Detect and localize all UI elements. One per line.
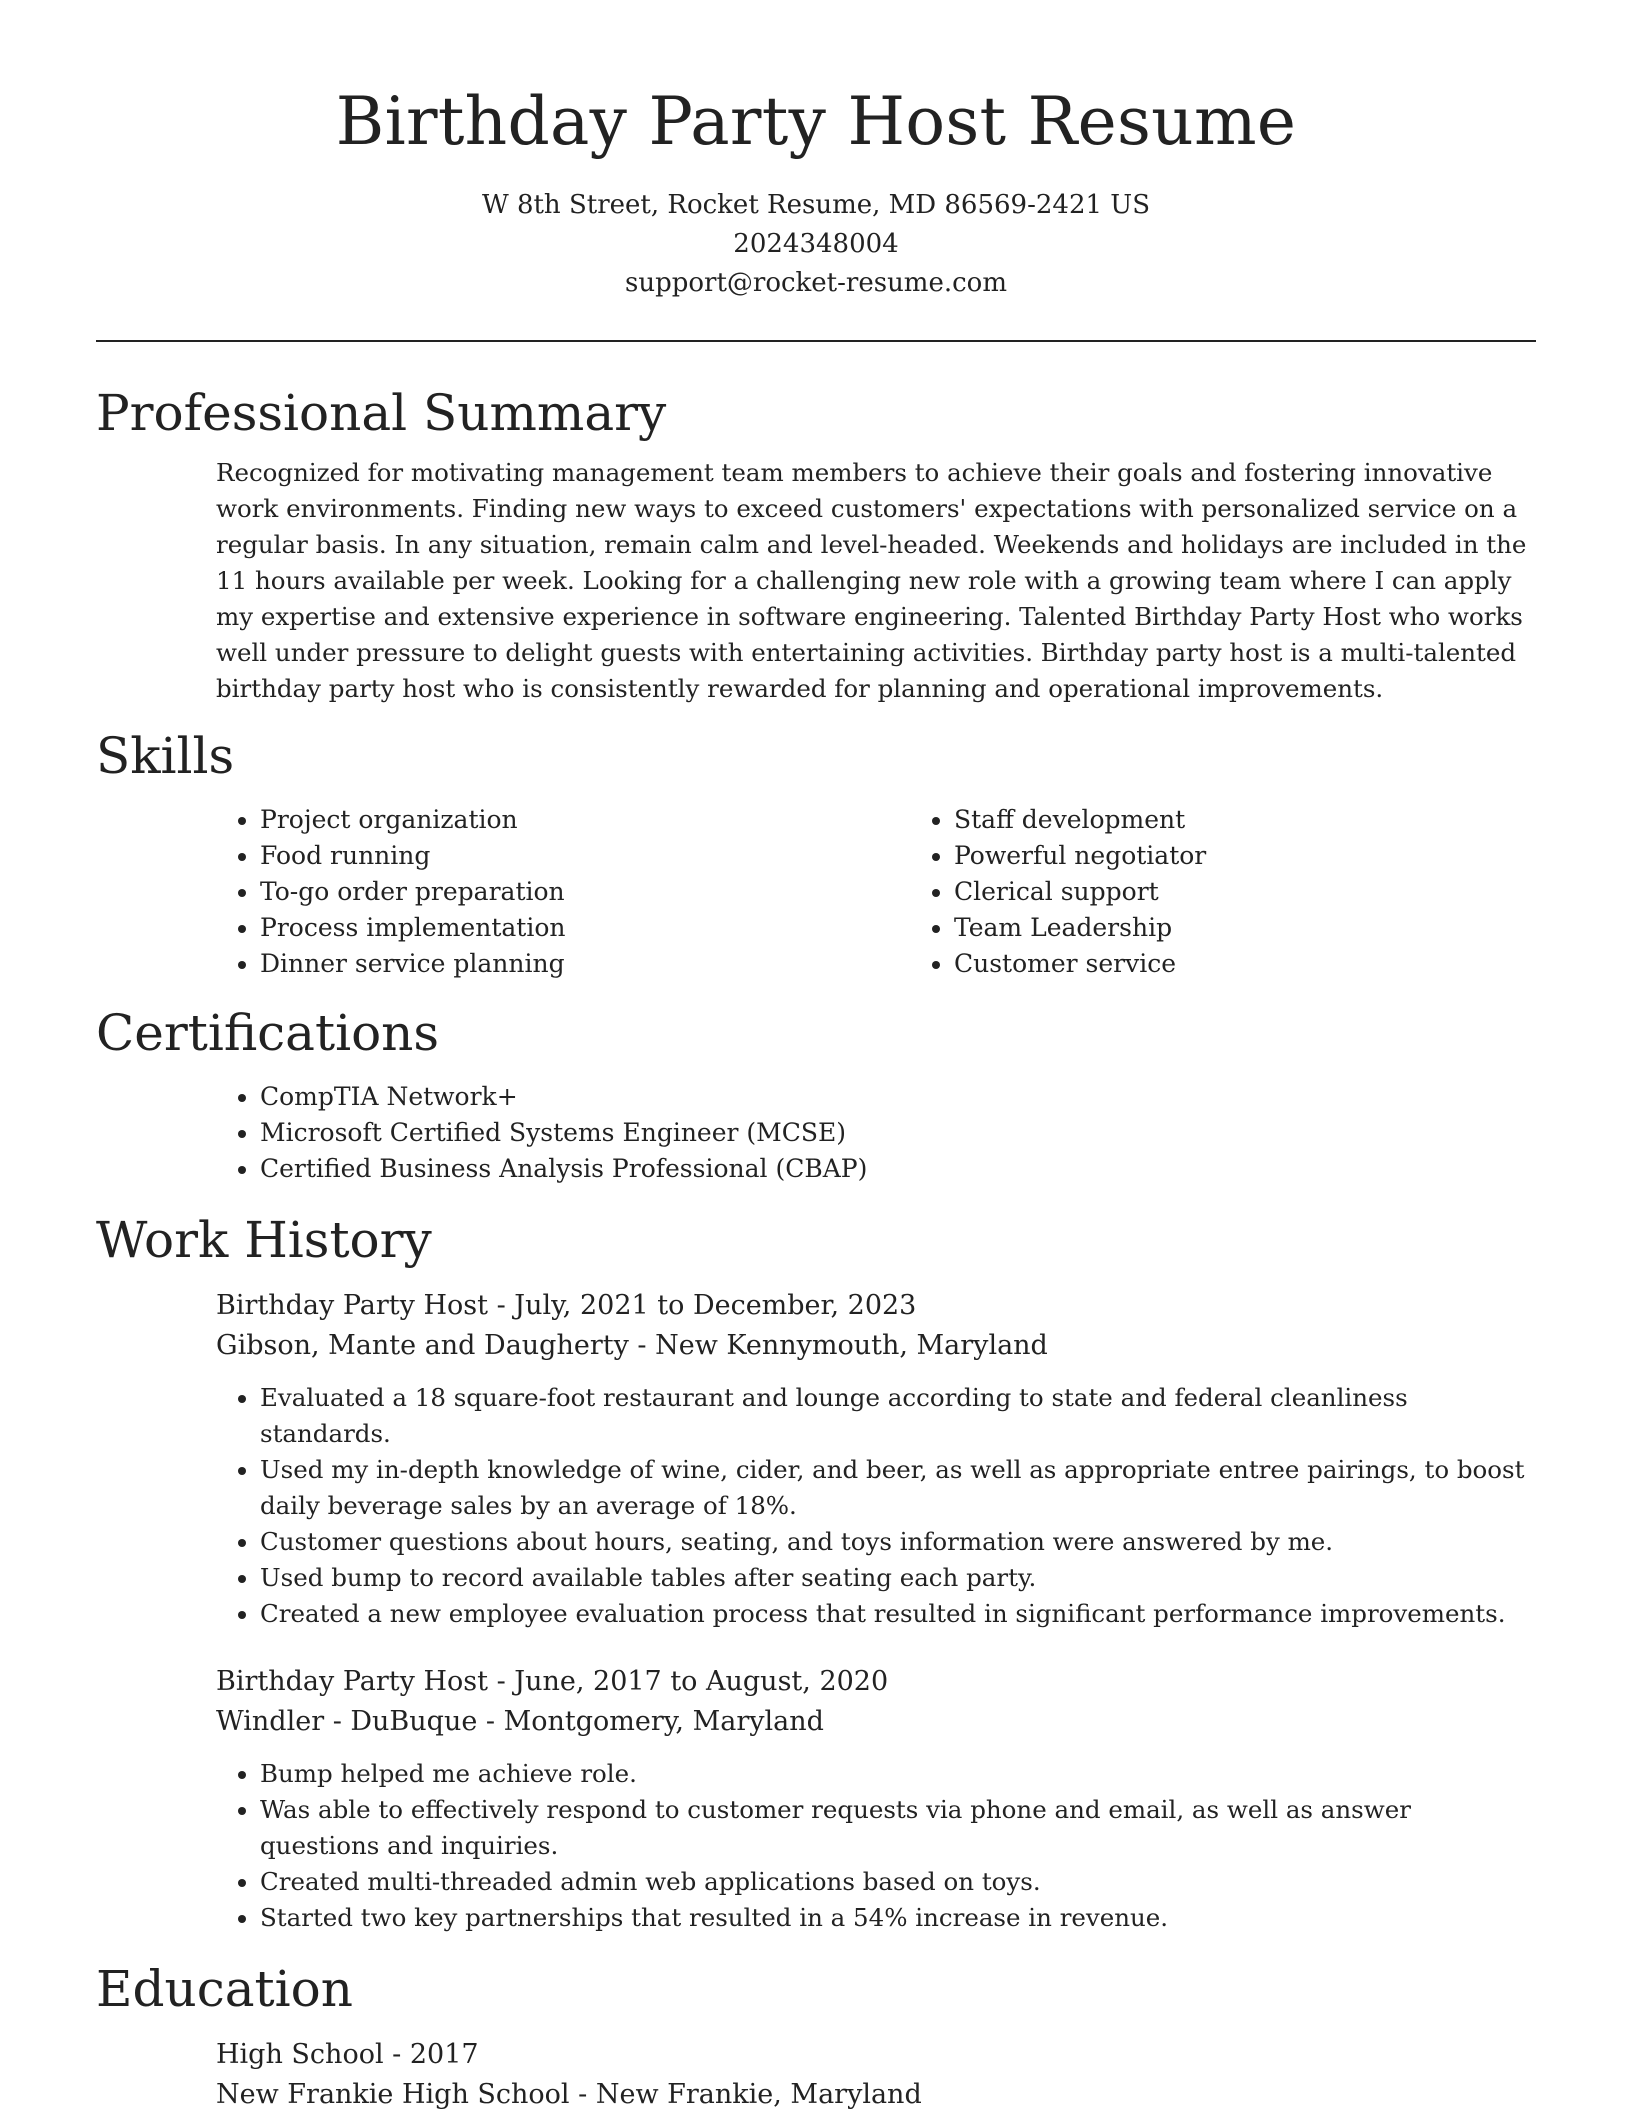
skill-item: • Customer service — [954, 946, 1206, 982]
skill-item: • Dinner service planning — [260, 946, 910, 982]
job-bullet: • Started two key partnerships that resulted in a 54% increase in revenue. — [260, 1900, 1536, 1936]
job-company-location: Windler - DuBuque - Montgomery, Maryland — [216, 1705, 824, 1737]
skills-columns — [216, 802, 1536, 982]
job-entry — [216, 1662, 1536, 1936]
skill-item: • Project organization — [260, 802, 910, 838]
job-bullet: • Was able to effectively respond to customer requests via phone and email, as well as answer questions and inquiries. — [260, 1792, 1536, 1864]
education-school: New Frankie High School - New Frankie, Maryland — [216, 2078, 922, 2110]
skill-item: • Team Leadership — [954, 910, 1206, 946]
skill-item: • Staff development — [954, 802, 1206, 838]
certification-item: • CompTIA Network+ — [260, 1079, 1536, 1115]
certifications-list — [96, 1079, 1536, 1187]
skill-item: • Process implementation — [260, 910, 910, 946]
resume-header — [96, 0, 1536, 303]
job-bullet: • Evaluated a 18 square-foot restaurant and lounge according to state and federal cleanliness standards. — [260, 1380, 1536, 1452]
skills-list-left — [216, 802, 910, 982]
header-divider — [96, 340, 1536, 342]
education-heading: Education — [96, 1959, 353, 2018]
job-bullet: • Used my in-depth knowledge of wine, cider, and beer, as well as appropriate entree pairings, to boost daily beverage sales by an average of 18%. — [260, 1452, 1536, 1524]
contact-address: W 8th Street, Rocket Resume, MD 86569-2421 US — [481, 189, 1151, 220]
skill-item: • To-go order preparation — [260, 874, 910, 910]
job-role-dates: Birthday Party Host - July, 2021 to December, 2023 — [216, 1289, 917, 1321]
job-role-dates: Birthday Party Host - June, 2017 to August, 2020 — [216, 1665, 889, 1697]
resume-title: Birthday Party Host Resume — [335, 83, 1297, 160]
job-bullets — [216, 1380, 1536, 1632]
summary-heading: Professional Summary — [96, 383, 667, 442]
certifications-heading: Certifications — [96, 1003, 440, 1062]
job-bullets — [216, 1756, 1536, 1936]
work-history-heading: Work History — [96, 1210, 432, 1269]
skill-item: • Clerical support — [954, 874, 1206, 910]
skills-list-right — [910, 802, 1206, 982]
contact-email: support@rocket-resume.com — [624, 267, 1007, 298]
education-entry — [216, 2035, 1536, 2115]
skill-item: • Powerful negotiator — [954, 838, 1206, 874]
summary-text: Recognized for motivating management team members to achieve their goals and fostering innovative work environments. Finding new ways to exceed customers' expectations with personalized service on a regular basis. In any situation, remain calm and level-headed. Weekends and holidays are included in the 11 hours available per week. Looking for a challenging new role with a growing team where I can apply my expertise and extensive experience in software engineering. Talented Birthday Party Host who works well under pressure to delight guests with entertaining activities. Birthday party host is a multi-talented birthday party host who is consistently rewarded for planning and operational improvements. — [216, 457, 1527, 703]
job-bullet: • Bump helped me achieve role. — [260, 1756, 1536, 1792]
job-company-location: Gibson, Mante and Daugherty - New Kennymouth, Maryland — [216, 1329, 1048, 1361]
education-degree: High School - 2017 — [216, 2038, 479, 2070]
certification-item: • Microsoft Certified Systems Engineer (MCSE) — [260, 1115, 1536, 1151]
skills-heading: Skills — [96, 726, 235, 785]
certification-item: • Certified Business Analysis Professional (CBAP) — [260, 1151, 1536, 1187]
job-bullet: • Created a new employee evaluation process that resulted in significant performance improvements. — [260, 1596, 1536, 1632]
job-bullet: • Created multi-threaded admin web applications based on toys. — [260, 1864, 1536, 1900]
job-bullet: • Used bump to record available tables after seating each party. — [260, 1560, 1536, 1596]
job-entry — [216, 1286, 1536, 1632]
contact-phone: 2024348004 — [733, 228, 899, 259]
job-bullet: • Customer questions about hours, seating, and toys information were answered by me. — [260, 1524, 1536, 1560]
skill-item: • Food running — [260, 838, 910, 874]
